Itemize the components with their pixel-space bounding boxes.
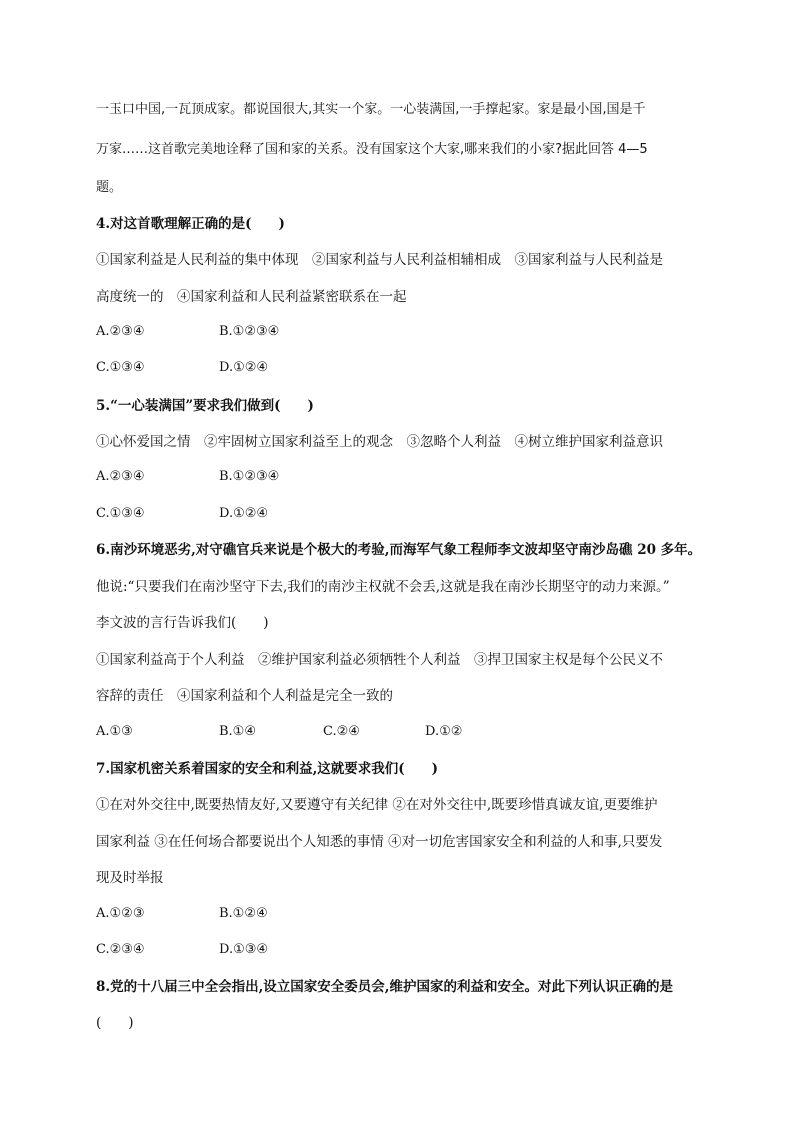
question-8-stem-line-2: ( ) (96, 1015, 134, 1031)
question-5-stem: 5.“一心装满国”要求我们做到( ) (96, 398, 314, 414)
question-4-option-d: D.①②④ (219, 360, 269, 375)
question-6-option-c: C.②④ (323, 724, 360, 739)
question-7-items-line-1: ①在对外交往中,既要热情友好,又要遵守有关纪律 ②在对外交往中,既要珍惜真诚友谊,更要维护 (96, 797, 658, 813)
question-7-option-b: B.①②④ (219, 906, 268, 921)
question-6-items-line-2: 容辞的责任 ④国家利益和个人利益是完全一致的 (96, 688, 393, 704)
question-4-stem: 4.对这首歌理解正确的是( ) (96, 216, 285, 232)
question-4-option-b: B.①②③④ (219, 324, 280, 339)
question-6-stem-line-3: 李文波的言行告诉我们( ) (96, 615, 269, 631)
question-5-items-line-1: ①心怀爱国之情 ②牢固树立国家利益至上的观念 ③忽略个人利益 ④树立维护国家利益意识 (96, 434, 663, 450)
question-5-option-b: B.①②③④ (219, 469, 280, 484)
question-4-option-a: A.②③④ (96, 324, 145, 339)
question-5-option-a: A.②③④ (96, 469, 145, 484)
question-6-stem-line-1: 6.南沙环境恶劣,对守礁官兵来说是个极大的考验,而海军气象工程师李文波却坚守南沙岛礁 20 多年。 (96, 542, 702, 558)
question-7-option-a: A.①②③ (96, 906, 145, 921)
passage-line-3: 题。 (96, 180, 123, 195)
question-7-items-line-3: 现及时举报 (96, 870, 164, 886)
question-6-stem-line-2: 他说:“只要我们在南沙坚守下去,我们的南沙主权就不会丢,这就是我在南沙长期坚守的动力来源。” (96, 579, 670, 595)
question-5-option-d: D.①②④ (219, 506, 269, 521)
question-4-items-line-1: ①国家利益是人民利益的集中体现 ②国家利益与人民利益相辅相成 ③国家利益与人民利益是 (96, 252, 663, 268)
question-6-items-line-1: ①国家利益高于个人利益 ②维护国家利益必须牺牲个人利益 ③捍卫国家主权是每个公民义不 (96, 652, 663, 668)
question-4-items-line-2: 高度统一的 ④国家利益和人民利益紧密联系在一起 (96, 289, 407, 305)
passage-line-2: 万家……这首歌完美地诠释了国和家的关系。没有国家这个大家,哪来我们的小家?据此回答 4—5 (96, 142, 648, 157)
question-7-items-line-2: 国家利益 ③在任何场合都要说出个人知悉的事情 ④对一切危害国家安全和利益的人和事,只要发 (96, 834, 663, 850)
question-5-option-c: C.①③④ (96, 506, 145, 521)
question-8-stem-line-1: 8.党的十八届三中全会指出,设立国家安全委员会,维护国家的利益和安全。对此下列认识正确的是 (96, 979, 673, 995)
question-6-option-a: A.①③ (96, 724, 133, 739)
question-4-option-c: C.①③④ (96, 360, 145, 375)
question-7-option-d: D.①③④ (219, 942, 269, 957)
passage-line-1: 一玉口中国,一瓦顶成家。都说国很大,其实一个家。一心装满国,一手撑起家。家是最小国,国是千 (96, 102, 646, 117)
question-6-option-d: D.①② (425, 724, 463, 739)
question-7-option-c: C.②③④ (96, 942, 145, 957)
question-7-stem: 7.国家机密关系着国家的安全和利益,这就要求我们( ) (96, 761, 439, 777)
question-6-option-b: B.①④ (219, 724, 256, 739)
